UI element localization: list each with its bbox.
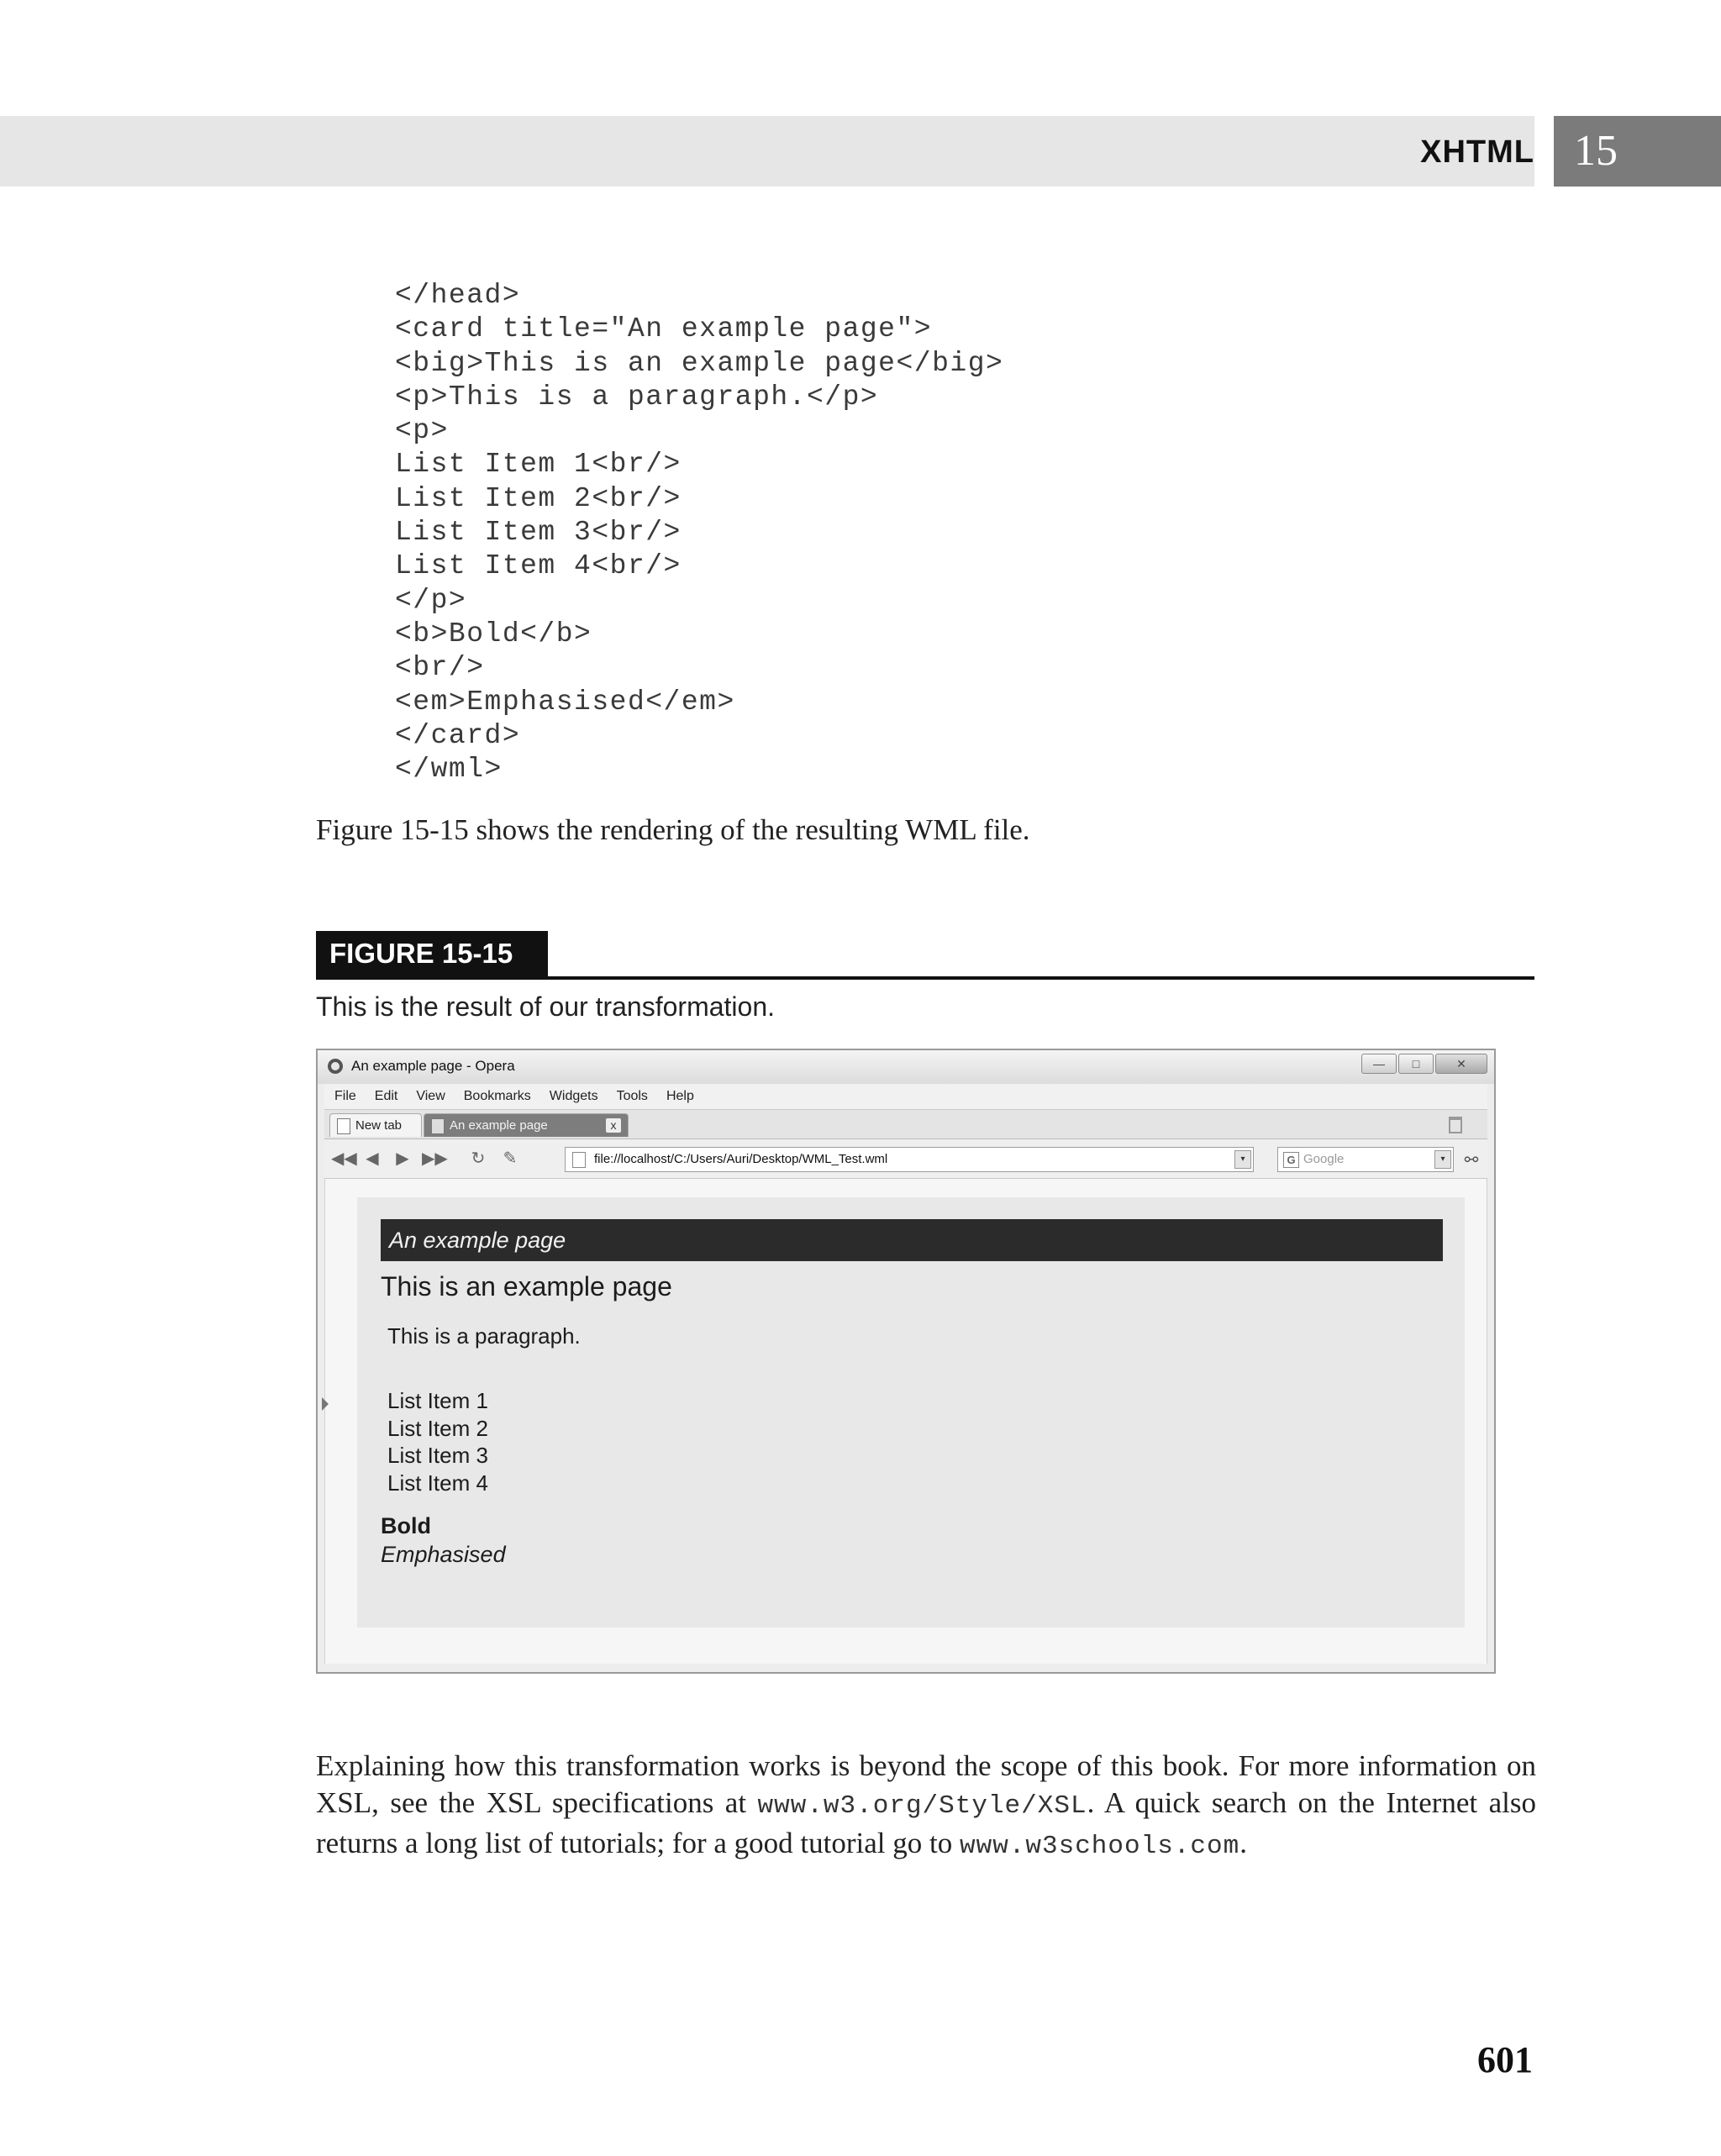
list-item: List Item 3	[387, 1443, 488, 1468]
tab-example-page[interactable]	[424, 1113, 629, 1137]
binoculars-icon[interactable]: ⚯	[1464, 1151, 1479, 1170]
code-line: </p>	[395, 584, 467, 616]
figure-rule	[316, 976, 1534, 980]
body-text: . A quick search on the Internet also returns a long list of tutorials; for a good tutorial go to	[316, 1786, 1536, 1859]
address-bar[interactable]	[565, 1147, 1254, 1172]
wml-card	[357, 1197, 1465, 1628]
code-line: </wml>	[395, 754, 503, 786]
code-listing	[395, 279, 1003, 786]
code-line: <em>Emphasised</em>	[395, 686, 735, 718]
window-controls	[1361, 1054, 1487, 1074]
xsl-spec-link: www.w3.org/Style/XSL	[757, 1791, 1087, 1821]
menu-widgets[interactable]: Widgets	[549, 1089, 598, 1103]
address-url: file://localhost/C:/Users/Auri/Desktop/WML_Test.wml	[594, 1152, 888, 1166]
list-item: List Item 4	[387, 1470, 488, 1496]
code-line: </card>	[395, 719, 521, 751]
menu-view[interactable]: View	[416, 1089, 445, 1103]
list-item: List Item 2	[387, 1415, 488, 1441]
bold-text: Bold	[381, 1513, 431, 1538]
back-icon[interactable]: ◀	[366, 1149, 379, 1168]
code-line: <br/>	[395, 652, 485, 684]
page-content	[324, 1179, 1487, 1664]
trash-icon[interactable]	[1449, 1117, 1462, 1133]
menu-tools[interactable]: Tools	[616, 1089, 648, 1103]
search-input[interactable]	[1277, 1147, 1454, 1172]
menu-help[interactable]: Help	[666, 1089, 694, 1103]
tab-label: New tab	[355, 1118, 403, 1133]
close-tab-icon[interactable]: x	[606, 1118, 621, 1133]
code-line: List Item 1<br/>	[395, 449, 682, 481]
edit-icon[interactable]: ✎	[503, 1149, 518, 1168]
panel-toggle-icon[interactable]	[322, 1397, 329, 1411]
code-line: <b>Bold</b>	[395, 618, 592, 649]
opera-logo-icon	[328, 1059, 343, 1074]
intro-text: Figure 15-15 shows the rendering of the resulting WML file.	[316, 813, 1030, 846]
running-title: XHTML	[1420, 134, 1534, 170]
maximize-button[interactable]: □	[1398, 1054, 1434, 1074]
reload-icon[interactable]: ↻	[471, 1149, 486, 1168]
page-icon	[431, 1118, 445, 1134]
tab-new-tab[interactable]	[329, 1113, 422, 1137]
google-icon: G	[1283, 1152, 1299, 1168]
page-icon	[572, 1152, 586, 1168]
browser-screenshot	[316, 1049, 1496, 1674]
emphasised-text: Emphasised	[381, 1542, 506, 1567]
figure-label: FIGURE 15-15	[316, 931, 548, 976]
minimize-button[interactable]: —	[1361, 1054, 1397, 1074]
body-text: .	[1239, 1827, 1247, 1859]
page-icon	[337, 1118, 350, 1134]
address-dropdown-icon[interactable]: ▾	[1234, 1150, 1251, 1169]
window-title: An example page - Opera	[351, 1058, 515, 1074]
code-line: List Item 4<br/>	[395, 550, 682, 582]
item-list	[387, 1387, 488, 1496]
big-text: This is an example page	[381, 1271, 672, 1301]
body-paragraph	[316, 1748, 1536, 1865]
code-line: <card title="An example page">	[395, 313, 933, 345]
rewind-icon[interactable]: ◀◀	[331, 1149, 357, 1168]
menu-edit[interactable]: Edit	[374, 1089, 398, 1103]
tab-bar	[324, 1110, 1487, 1139]
page-number: 601	[1477, 2039, 1533, 2080]
code-line: List Item 2<br/>	[395, 482, 682, 514]
running-header-bar	[0, 116, 1534, 187]
card-title: An example page	[381, 1219, 1443, 1261]
code-line: <p>This is a paragraph.</p>	[395, 381, 879, 413]
code-line: List Item 3<br/>	[395, 517, 682, 549]
body-text: Explaining how this transformation works is beyond the scope of this book. For more information on XSL, see the XSL specifications at	[316, 1749, 1536, 1819]
list-item: List Item 1	[387, 1388, 488, 1413]
tab-label: An example page	[450, 1118, 548, 1133]
menu-bookmarks[interactable]: Bookmarks	[463, 1089, 531, 1103]
fast-forward-icon[interactable]: ▶▶	[422, 1149, 448, 1168]
w3schools-link: www.w3schools.com	[959, 1832, 1240, 1861]
code-line: <p>	[395, 415, 449, 447]
window-titlebar	[318, 1050, 1494, 1084]
paragraph-text: This is a paragraph.	[387, 1323, 581, 1349]
search-placeholder: Google	[1303, 1152, 1345, 1166]
menu-file[interactable]: File	[334, 1089, 356, 1103]
chapter-number: 15	[1554, 116, 1721, 187]
close-window-button[interactable]: ✕	[1435, 1054, 1487, 1074]
menu-bar	[324, 1084, 1487, 1110]
navigation-toolbar	[324, 1139, 1487, 1179]
code-line: </head>	[395, 280, 521, 311]
figure-caption: This is the result of our transformation.	[316, 991, 775, 1022]
forward-icon[interactable]: ▶	[396, 1149, 409, 1168]
search-dropdown-icon[interactable]: ▾	[1434, 1150, 1451, 1169]
code-line: <big>This is an example page</big>	[395, 347, 1004, 379]
